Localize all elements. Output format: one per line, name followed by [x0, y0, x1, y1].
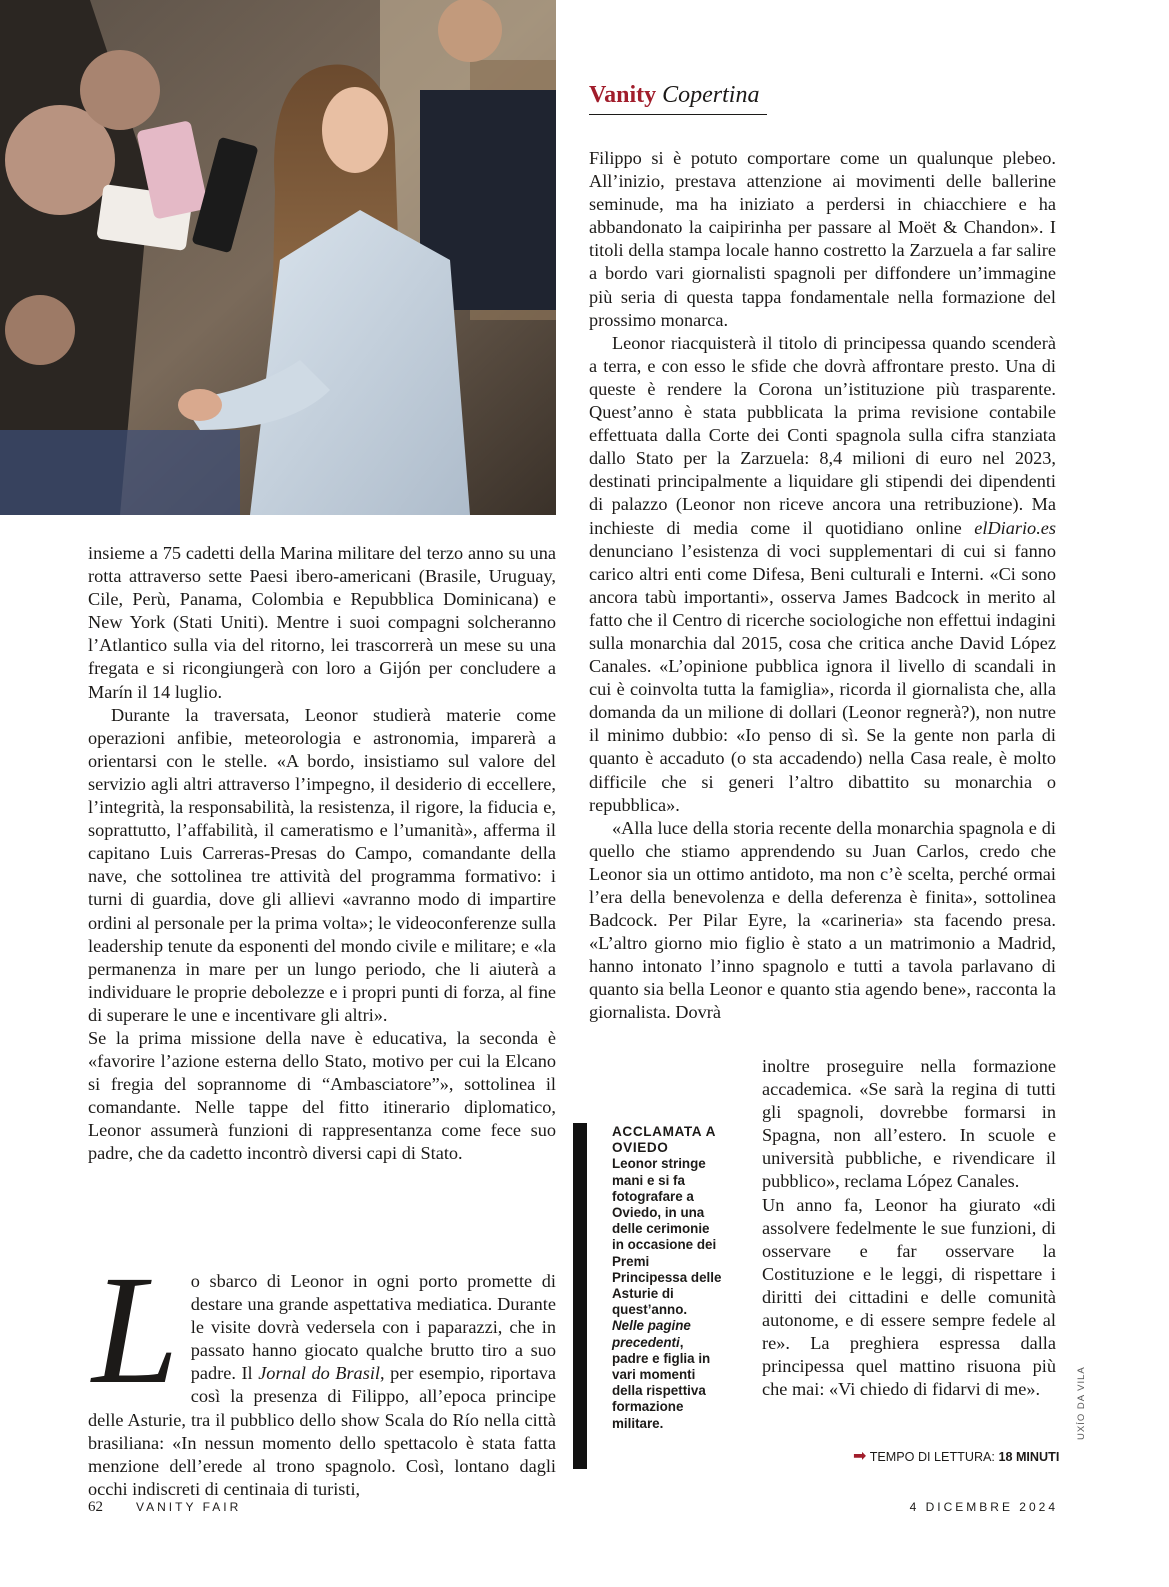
paragraph — [589, 332, 1056, 817]
cover-photo — [0, 0, 556, 515]
paragraph: Un anno fa, Leonor ha giurato «di assolvere fedelmente le sue funzioni, di osservare e far osservare la Costituzione e le leggi, di rispettare i diritti dei cittadini e delle comunità autonome, e di essere sempre fedele al re». La preghiera espressa dalla principessa quel mattino risuona più che mai: «Vi chiedo di fidarvi di me». — [762, 1194, 1056, 1400]
left-column — [88, 542, 556, 1166]
photo-caption — [612, 1124, 722, 1432]
issue-date: 4 DICEMBRE 2024 — [909, 1500, 1058, 1514]
paragraph: Filippo si è potuto comportare come un qualunque plebeo. All’inizio, prestava attenzione ai movimenti delle ballerine seminude, ma ha iniziato a perdersi in chiacchiere e ha abbandonato la caipirinha per passare al Moët & Chandon». I titoli della stampa locale hanno costretto la Zarzuela a far salire a bordo vari giornalisti spagnoli per diffondere un’immagine più seria di questa tappa fondamentale nella formazione del prossimo monarca. — [589, 148, 1056, 330]
paragraph-text: denunciano l’esistenza di voci supplementari di cui si fanno carico altri enti come Difesa, Beni culturali e Interni. «Ci sono ancora tabù importanti», osserva James Badcock in merito al fatto che il Centro di ricerche sociologiche non effettui indagini sulla monarchia dal 2015, cosa che critica anche David López Canales. «L’opinione pubblica ignora il livello di scandali in cui è coinvolta tutta la famiglia», ricorda il giornalista che, alla domanda da un milione di dollari (Leonor regnerà?), non nutre il minimo dubbio: «Io penso di sì. Se la gente non parla di quanto è accaduto (o sta accadendo) nella Casa reale, è molto difficile che si generi l’altro dibattito su monarchia o repubblica». — [589, 540, 1056, 815]
paragraph-text: Leonor riacquisterà il titolo di principessa quando scenderà a terra, e con esso le sfide che dovrà affrontare presto. Una di queste è rendere la Corona un’istituzione più trasparente. Quest’anno è stata pubblicata la prima revisione contabile effettuata dalla Corte dei Conti spagnola sulla cifra stanziata dallo Stato per la Zarzuela: 8,4 milioni di euro nel 2023, destinati principalmente a liquidare gli stipendi dei dipendenti di palazzo (Leonor non riceve ancora una retribuzione). Ma inchieste di media come il quotidiano online — [589, 332, 1056, 538]
header-rule — [589, 114, 767, 115]
reading-time — [853, 1448, 1058, 1466]
drop-cap: L — [92, 1243, 179, 1416]
reading-time-value: 18 MINUTI — [998, 1450, 1060, 1464]
right-column — [589, 147, 1056, 1025]
caption-body-end: , padre e figlia in vari momenti della rispettiva formazione militare. — [612, 1334, 711, 1431]
publication-name: elDiario.es — [974, 517, 1056, 538]
section-header — [589, 80, 767, 110]
header-brand: Vanity — [589, 82, 657, 108]
magazine-name: VANITY FAIR — [136, 1500, 242, 1514]
header-section: Copertina — [662, 82, 760, 108]
paragraph: insieme a 75 cadetti della Marina militare del terzo anno su una rotta attraverso sette Paesi ibero-americani (Brasile, Uruguay, Cile, Perù, Panama, Colombia e Repubblica Dominicana) e New York (Stati Uniti). Mentre i suoi compagni solcheranno l’Atlantico sulla via del ritorno, lei trascorrerà un mese su una fregata e si ricongiungerà con loro a Gijón per concludere a Marín il 14 luglio. — [88, 543, 556, 702]
arrow-right-icon: ➡ — [853, 1448, 867, 1465]
caption-title: ACCLAMATA A OVIEDO — [612, 1124, 716, 1156]
paragraph: Se la prima missione della nave è educativa, la seconda è «favorire l’azione esterna dello Stato, motivo per cui la Elcano si fregia del soprannome di “Ambasciatore”», sottolinea il comandante. Nelle tappe del fitto itinerario diplomatico, Leonor assumerà funzioni di rappresentanza come fece suo padre, che da cadetto incontrò diversi capi di Stato. — [88, 1027, 556, 1164]
photo-illustration — [0, 0, 556, 515]
caption-bar — [573, 1123, 587, 1469]
dropcap-paragraph — [88, 1243, 556, 1501]
caption-italic: Nelle pagine precedenti — [612, 1318, 691, 1350]
publication-name: Jornal do Brasil — [258, 1363, 380, 1384]
paragraph-text: , per esempio, riportava così la presenza di Filippo, all’epoca principe delle Asturie, tra il pubblico dello show Scala do Río nella città brasiliana: «In nessun momento dello spettacolo è stata fatta menzione dell’erede al trono spagnolo. Così, lontano dagli occhi indiscreti di centinaia di turisti, — [88, 1363, 556, 1499]
right-column-bottom — [762, 1055, 1056, 1401]
paragraph: «Alla luce della storia recente della monarchia spagnola e di quello che stiamo apprendendo su Juan Carlos, credo che Leonor sia un ottimo antidoto, ma non c’è scelta, perché ormai l’era della benevolenza e della deferenza è finita», sottolinea Badcock. Per Pilar Eyre, la «carineria» sta facendo presa. «L’altro giorno mio figlio è stato a un matrimonio a Madrid, hanno intonato l’inno spagnolo e tutti a tavola parlavano di quanto sia bella Leonor e quanto stia agendo bene», racconta la giornalista. Dovrà — [589, 817, 1056, 1023]
paragraph: inoltre proseguire nella formazione accademica. «Se sarà la regina di tutti gli spagnoli, dovrebbe formarsi in Spagna, non all’estero. In scuole e università pubbliche, e rivendicare il pubblico», reclama López Canales. — [762, 1056, 1056, 1192]
caption-body: Leonor stringe mani e si fa fotografare a Oviedo, in una delle cerimonie in occasione dei Premi Principessa delle Asturie di quest’anno. — [612, 1156, 722, 1318]
page-number: 62 — [88, 1499, 103, 1515]
photo-credit: UXÍO DA VILA — [1076, 1366, 1087, 1440]
paragraph-text: o sbarco di Leonor in ogni porto promette di destare una grande aspettativa mediatica. Durante le visite dovrà vedersela con i paparazzi, che in passato hanno giocato qualche brutto tiro a suo padre. Il — [190, 1271, 556, 1384]
paragraph: Durante la traversata, Leonor studierà materie come operazioni anfibie, meteorologia e astronomia, imparerà a orientarsi con le stelle. «A bordo, insistiamo sul valore del servizio agli altri attraverso l’impegno, il desiderio di eccellere, l’integrità, la responsabilità, la resistenza, il rigore, la fiducia e, soprattutto, l’affabilità, il cameratismo e l’umanità», afferma il capitano Luis Carreras-Presas do Campo, comandante della nave, che sottolinea tre attività del programma formativo: i turni di guardia, dove gli allievi «avranno modo di impartire ordini al personale per la prima volta»; le videoconferenze sulla leadership tenute da esponenti del mondo civile e militare; e «la permanenza in mare per un lungo periodo, che li aiuterà a individuare le proprie debolezze e i propri punti di forza, al fine di superare le une e incentivare gli altri». — [88, 704, 556, 1025]
caption-text — [612, 1156, 722, 1431]
reading-time-label: TEMPO DI LETTURA: — [869, 1450, 995, 1464]
